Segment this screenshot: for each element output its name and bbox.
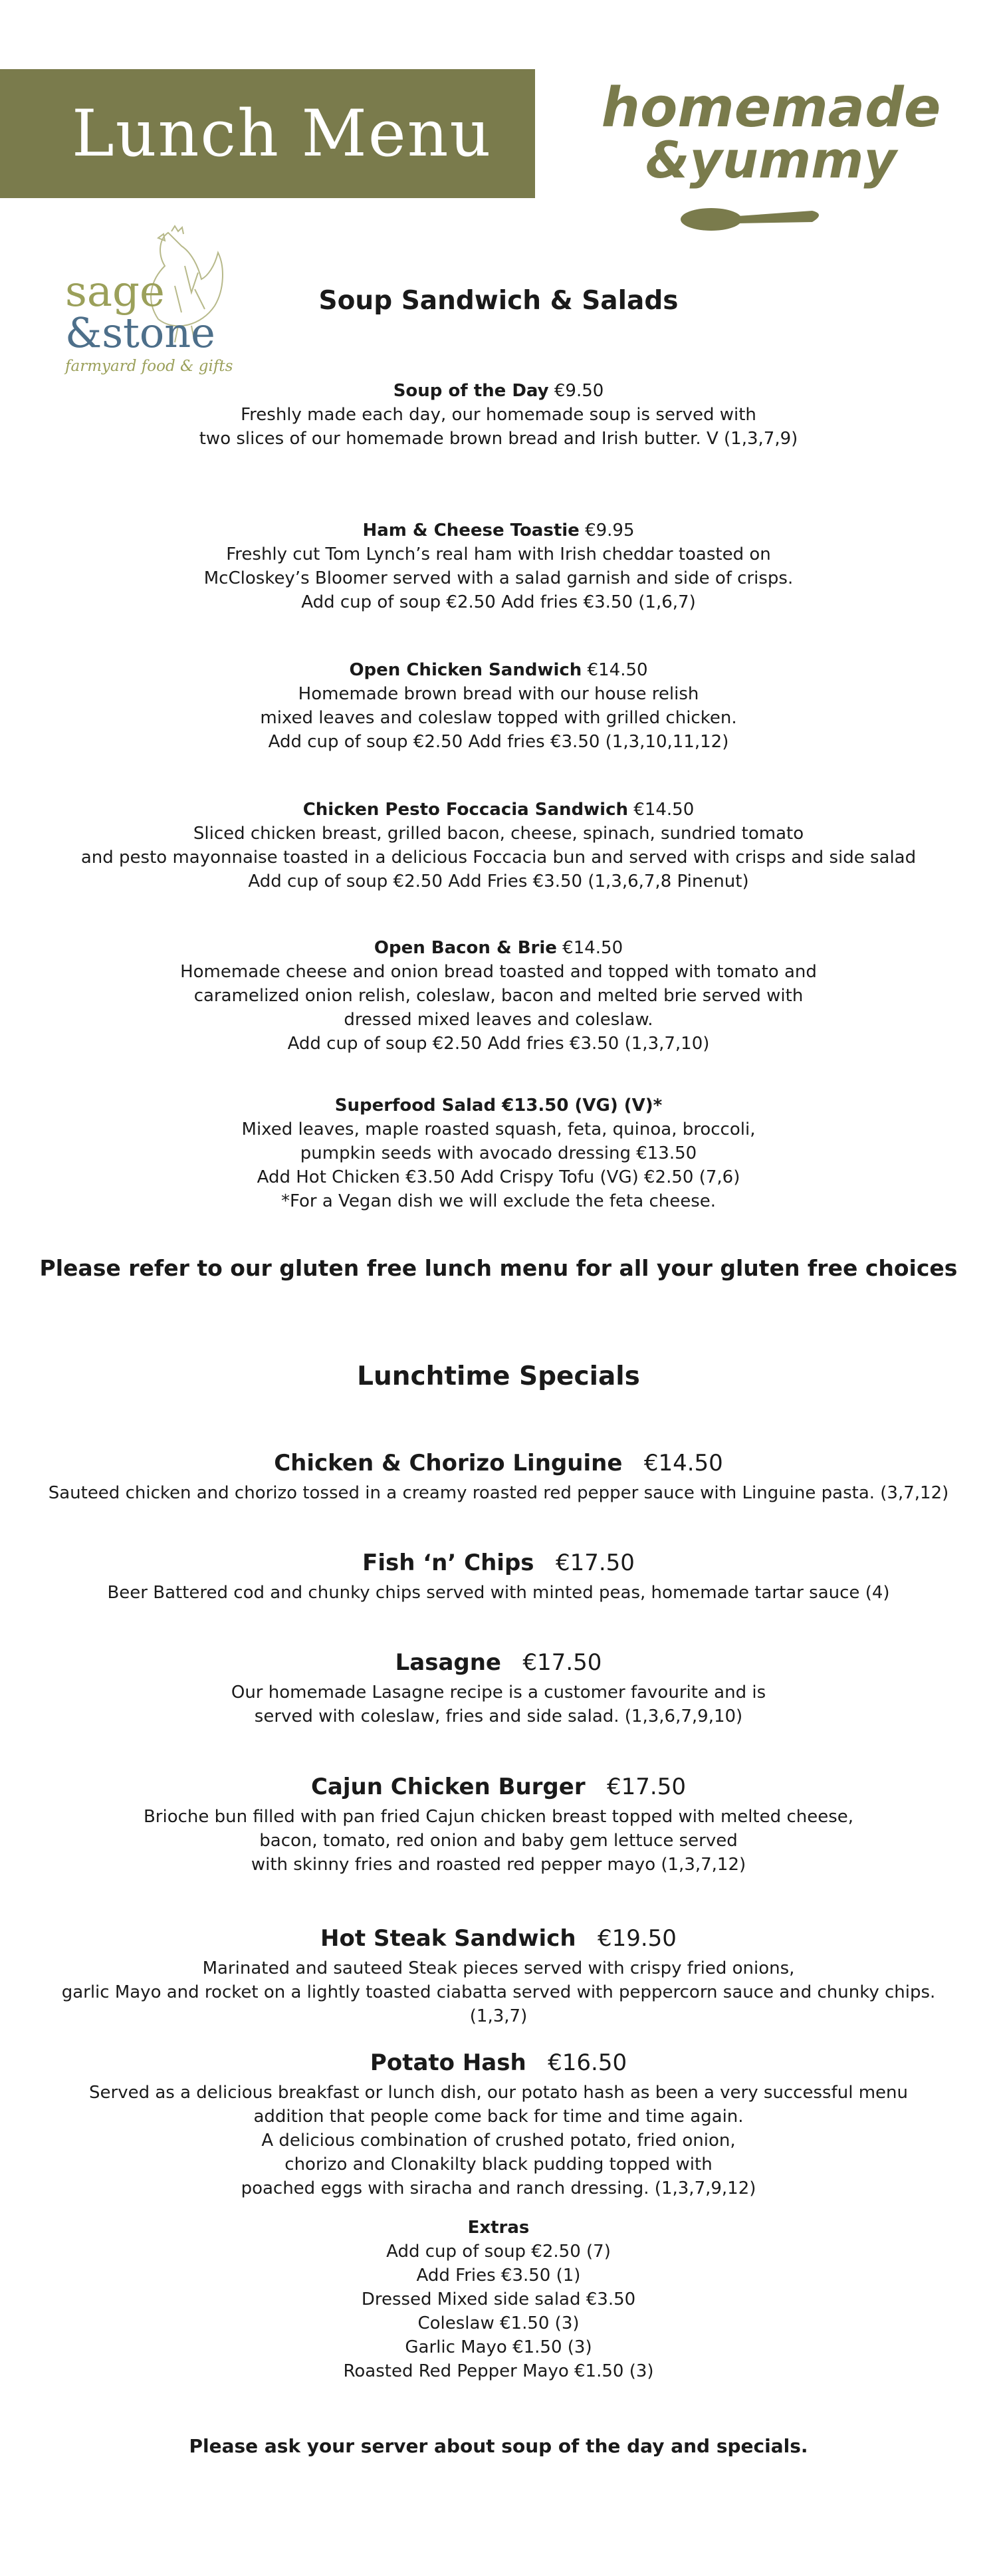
extras-title: Extras bbox=[467, 2218, 530, 2238]
special-item-description-line: served with coleslaw, fries and side salad. (1,3,6,7,9,10) bbox=[254, 1706, 743, 1726]
special-item bbox=[40, 1772, 957, 1877]
logo-ss-tagline: farmyard food & gifts bbox=[65, 358, 233, 375]
menu-item-name: Open Bacon & Brie bbox=[374, 938, 557, 958]
menu-item-description-line: Homemade cheese and onion bread toasted and topped with tomato and bbox=[180, 962, 817, 982]
special-item bbox=[40, 1647, 957, 1728]
menu-item-description-line: Add cup of soup €2.50 Add Fries €3.50 (1,3,6,7,8 Pinenut) bbox=[248, 872, 749, 891]
special-item-description-line: garlic Mayo and rocket on a lightly toasted ciabatta served with peppercorn sauce and chunky chips. (1,3,7) bbox=[61, 1982, 936, 2026]
menu-item-description-line: caramelized onion relish, coleslaw, bacon and melted brie served with bbox=[193, 986, 804, 1006]
extras-item: Add Fries €3.50 (1) bbox=[416, 2266, 581, 2285]
section-heading-soup-sandwich-salads: Soup Sandwich & Salads bbox=[318, 286, 679, 316]
menu-item-name: Superfood Salad €13.50 (VG) (V)* bbox=[334, 1096, 663, 1115]
menu-item-name: Soup of the Day bbox=[393, 381, 549, 401]
menu-item-description-line: two slices of our homemade brown bread and Irish butter. V (1,3,7,9) bbox=[199, 429, 798, 449]
menu-item-price: €9.50 bbox=[548, 381, 604, 401]
menu-item-description-line: Homemade brown bread with our house relish bbox=[298, 684, 699, 704]
special-item-description-line: Our homemade Lasagne recipe is a customer favourite and is bbox=[231, 1683, 766, 1702]
page-title: Lunch Menu bbox=[72, 96, 493, 171]
special-item-price: €17.50 bbox=[534, 1550, 635, 1576]
menu-item bbox=[66, 1094, 931, 1213]
logo-ss-line2: &stone bbox=[65, 308, 215, 357]
menu-item-description-line: Add Hot Chicken €3.50 Add Crispy Tofu (VG) €2.50 (7,6) bbox=[257, 1167, 740, 1187]
footer-note: Please ask your server about soup of the day and specials. bbox=[189, 2435, 808, 2457]
special-item-description-line: Brioche bun filled with pan fried Cajun chicken breast topped with melted cheese, bbox=[143, 1807, 854, 1827]
spoon-icon bbox=[681, 208, 819, 231]
special-item-description-line: Sauteed chicken and chorizo tossed in a creamy roasted red pepper sauce with Linguine pasta. (3,7,12) bbox=[48, 1483, 949, 1503]
menu-item-name: Ham & Cheese Toastie bbox=[362, 521, 580, 540]
menu-item-name: Open Chicken Sandwich bbox=[349, 660, 582, 680]
section-heading-lunchtime-specials: Lunchtime Specials bbox=[357, 1361, 640, 1391]
extras-item: Garlic Mayo €1.50 (3) bbox=[405, 2337, 592, 2357]
extras-item: Dressed Mixed side salad €3.50 bbox=[361, 2289, 636, 2309]
menu-item-description-line: Freshly cut Tom Lynch’s real ham with Irish cheddar toasted on bbox=[226, 544, 771, 564]
special-item-name: Lasagne bbox=[395, 1649, 501, 1676]
menu-item-price: €14.50 bbox=[628, 800, 695, 820]
extras-item: Roasted Red Pepper Mayo €1.50 (3) bbox=[343, 2361, 654, 2381]
special-item-price: €16.50 bbox=[526, 2049, 627, 2076]
menu-item bbox=[66, 519, 931, 614]
menu-item-description-line: Freshly made each day, our homemade soup is served with bbox=[241, 405, 756, 425]
menu-item-description-line: Mixed leaves, maple roasted squash, feta, quinoa, broccoli, bbox=[241, 1119, 756, 1139]
special-item-price: €17.50 bbox=[501, 1649, 602, 1676]
extras-list bbox=[0, 2216, 997, 2383]
special-item bbox=[40, 2048, 957, 2200]
menu-item-price: €14.50 bbox=[582, 660, 648, 680]
gluten-free-note: Please refer to our gluten free lunch menu for all your gluten free choices bbox=[39, 1255, 958, 1281]
special-item-name: Chicken & Chorizo Linguine bbox=[274, 1450, 623, 1476]
menu-item-description-line: Add cup of soup €2.50 Add fries €3.50 (1,3,10,11,12) bbox=[268, 732, 729, 752]
special-item-price: €19.50 bbox=[576, 1925, 677, 1952]
homemade-yummy-logo bbox=[601, 74, 941, 241]
special-item-description-line: A delicious combination of crushed potato, fried onion, bbox=[261, 2131, 736, 2151]
menu-item bbox=[66, 798, 931, 893]
special-item-description-line: Marinated and sauteed Steak pieces served with crispy fried onions, bbox=[202, 1958, 795, 1978]
special-item-price: €17.50 bbox=[585, 1774, 686, 1800]
special-item-name: Potato Hash bbox=[370, 2049, 526, 2076]
menu-item-description-line: dressed mixed leaves and coleslaw. bbox=[344, 1010, 653, 1030]
special-item bbox=[40, 1923, 957, 2028]
logo-hy-line2: &yummy bbox=[645, 130, 897, 189]
menu-item-description-line: Add cup of soup €2.50 Add fries €3.50 (1,6,7) bbox=[301, 592, 696, 612]
menu-item-description-line: and pesto mayonnaise toasted in a delicious Foccacia bun and served with crisps and side salad bbox=[80, 848, 917, 868]
menu-item-description-line: *For a Vegan dish we will exclude the feta cheese. bbox=[280, 1191, 717, 1211]
extras-item: Coleslaw €1.50 (3) bbox=[417, 2313, 580, 2333]
special-item bbox=[40, 1548, 957, 1605]
menu-item-price: €14.50 bbox=[556, 938, 623, 958]
logo-ss-line1: sage bbox=[65, 267, 165, 316]
special-item-description-line: bacon, tomato, red onion and baby gem lettuce served bbox=[259, 1831, 738, 1851]
special-item-description-line: chorizo and Clonakilty black pudding topped with bbox=[284, 2155, 713, 2174]
special-item bbox=[40, 1448, 957, 1505]
special-item-name: Fish ‘n’ Chips bbox=[362, 1550, 534, 1576]
menu-item bbox=[66, 658, 931, 754]
special-item-description-line: Beer Battered cod and chunky chips served with minted peas, homemade tartar sauce (4) bbox=[107, 1583, 890, 1603]
menu-item bbox=[66, 379, 931, 451]
special-item-description-line: Served as a delicious breakfast or lunch dish, our potato hash as been a very successful menu bbox=[89, 2083, 908, 2103]
special-item-price: €14.50 bbox=[622, 1450, 723, 1476]
menu-item-description-line: Sliced chicken breast, grilled bacon, cheese, spinach, sundried tomato bbox=[193, 824, 804, 844]
special-item-name: Hot Steak Sandwich bbox=[320, 1925, 576, 1952]
menu-item-description-line: McCloskey’s Bloomer served with a salad garnish and side of crisps. bbox=[203, 568, 794, 588]
special-item-description-line: poached eggs with siracha and ranch dressing. (1,3,7,9,12) bbox=[241, 2178, 756, 2198]
menu-item-description-line: mixed leaves and coleslaw topped with grilled chicken. bbox=[260, 708, 737, 728]
logo-hy-line1: homemade bbox=[601, 76, 941, 140]
special-item-description-line: with skinny fries and roasted red pepper mayo (1,3,7,12) bbox=[251, 1855, 746, 1875]
menu-item-name: Chicken Pesto Foccacia Sandwich bbox=[302, 800, 629, 820]
special-item-name: Cajun Chicken Burger bbox=[310, 1774, 586, 1800]
menu-item-description-line: Add cup of soup €2.50 Add fries €3.50 (1,3,7,10) bbox=[287, 1034, 710, 1054]
special-item-description-line: addition that people come back for time and time again. bbox=[253, 2107, 744, 2127]
menu-item-price: €9.95 bbox=[579, 521, 635, 540]
extras-item: Add cup of soup €2.50 (7) bbox=[386, 2242, 611, 2262]
menu-item bbox=[66, 936, 931, 1056]
title-banner bbox=[0, 69, 535, 198]
menu-item-description-line: pumpkin seeds with avocado dressing €13.50 bbox=[300, 1143, 697, 1163]
